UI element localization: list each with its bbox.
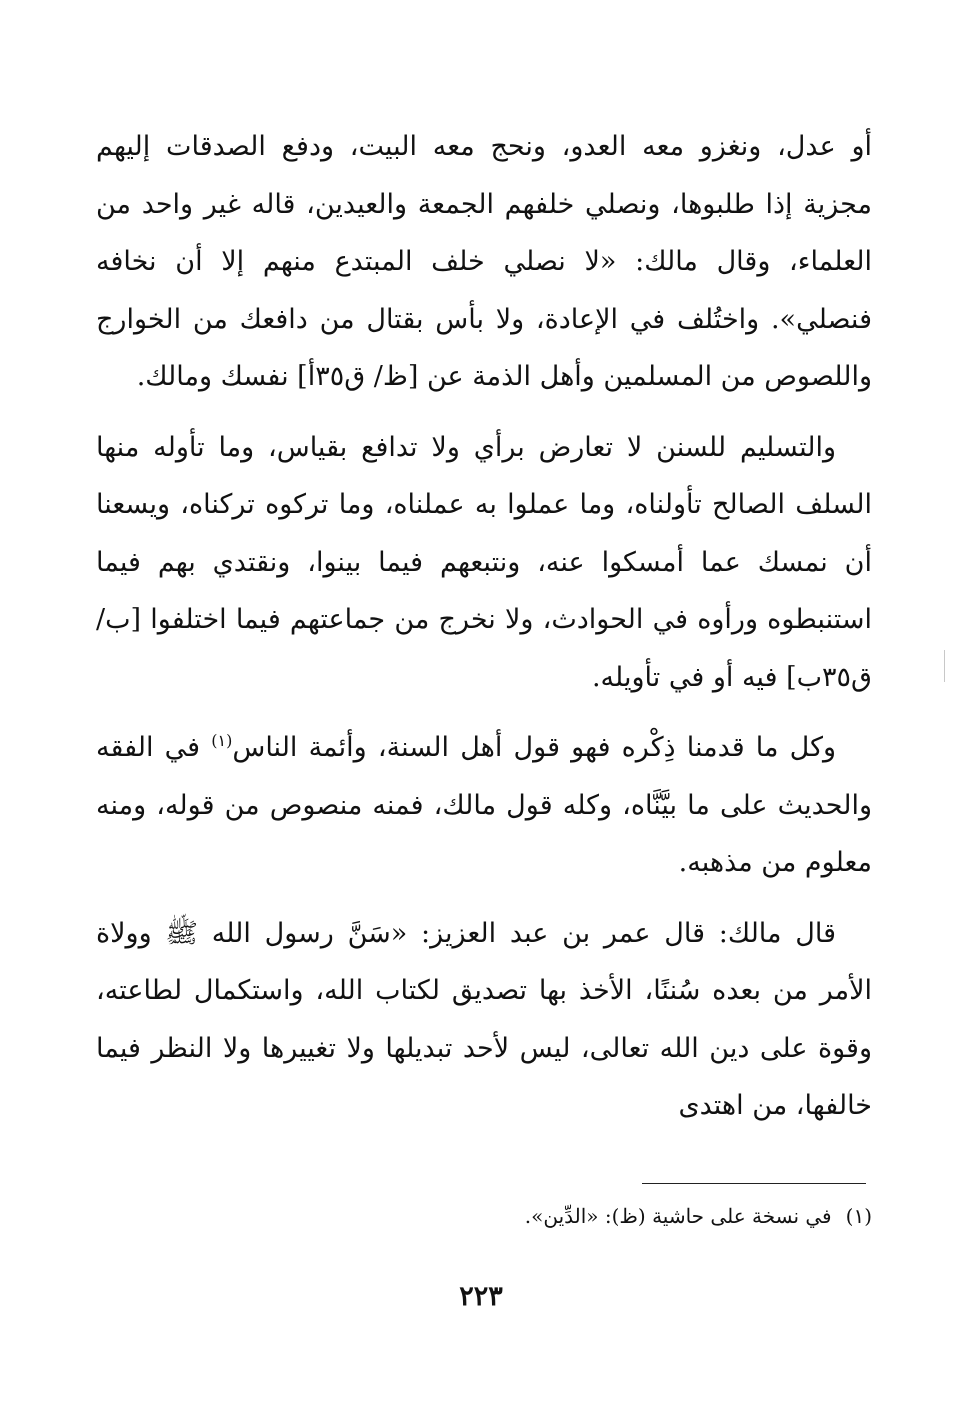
scan-mark	[944, 650, 945, 682]
paragraph-3	[96, 719, 872, 892]
paragraph-3-text-after: في الفقه والحديث على ما بيَّنَّاه، وكله قول مالك، فمنه منصوص من قوله، ومنه معلوم من مذهبه.	[96, 732, 872, 878]
footnote-number: (١)	[845, 1204, 872, 1228]
footnote-text: في نسخة على حاشية (ظ): «الدِّين».	[524, 1204, 832, 1228]
footnote-separator	[642, 1183, 866, 1184]
paragraph-1: أو عدل، ونغزو معه العدو، ونحج معه البيت، ودفع الصدقات إليهم مجزية إذا طلبوها، ونصلي خلفهم الجمعة والعيدين، قاله غير واحد من العلماء، وقال مالك: «لا نصلي خلف المبتدع منهم إلا أن نخافه فنصلي». واختُلف في الإعادة، ولا بأس بقتال من دافعك من الخوارج واللصوص من المسلمين وأهل الذمة عن [ظ/ ق٣٥أ] نفسك ومالك.	[96, 131, 872, 392]
footnote	[96, 1196, 872, 1236]
paragraph-3-text-before: وكل ما قدمنا ذِكْره فهو قول أهل السنة، وأئمة الناس	[232, 732, 836, 763]
page-number: ٢٢٣	[459, 1281, 503, 1312]
paragraph-2: والتسليم للسنن لا تعارض برأي ولا تدافع بقياس، وما تأوله منها السلف الصالح تأولناه، وما عملوا به عملناه، وما تركوه تركناه، ويسعنا أن نمسك عما أمسكوا عنه، ونتبعهم فيما بينوا، ونقتدي بهم فيما استنبطوه ورأوه في الحوادث، ولا نخرج من جماعتهم فيما اختلفوا [ب/ ق٣٥ب] فيه أو في تأويله.	[96, 431, 872, 693]
main-text	[96, 118, 872, 1148]
paragraph-4: قال مالك: قال عمر بن عبد العزيز: «سَنَّ رسول الله ﷺ وولاة الأمر من بعده سُننًا، الأخذ بها تصديق لكتاب الله، واستكمال لطاعته، وقوة على دين الله تعالى، ليس لأحد تبديلها ولا تغييرها ولا النظر فيما خالفها، من اهتدى	[96, 917, 872, 1121]
footnote-reference[interactable]: (١)	[211, 731, 233, 750]
